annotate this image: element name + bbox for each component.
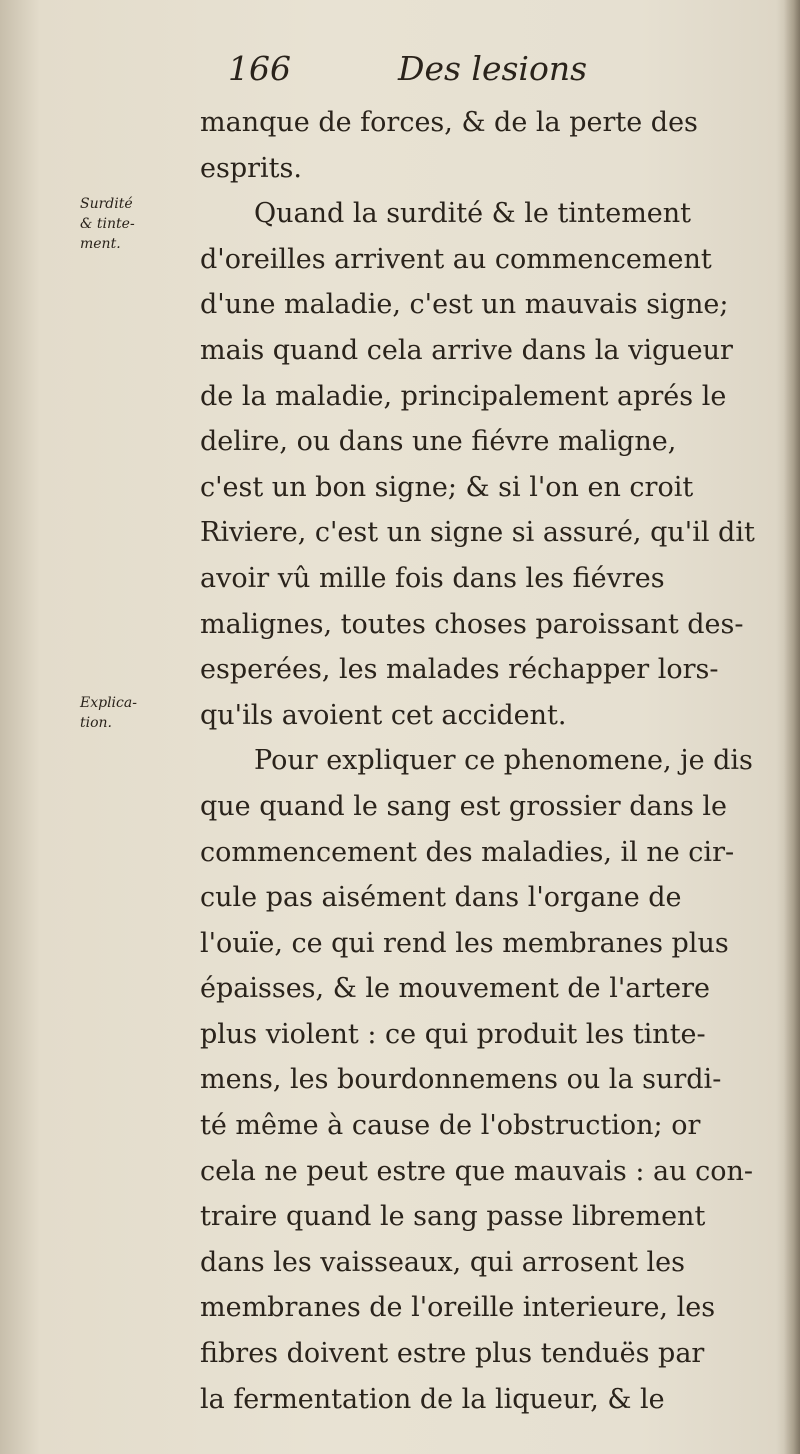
margin-note-line: & tinte- — [80, 216, 135, 232]
margin-note-line: ment. — [80, 236, 121, 252]
text-line: épaisses, & le mouvement de l'artere — [200, 973, 711, 1005]
body-text — [200, 100, 780, 1422]
text-line: que quand le sang est grossier dans le — [200, 790, 728, 822]
text-line: Riviere, c'est un signe si assuré, qu'il dit — [200, 517, 755, 549]
text-line: cela ne peut estre que mauvais : au con- — [200, 1155, 753, 1187]
text-line: la fermentation de la liqueur, & le — [200, 1383, 665, 1415]
margin-note-line: tion. — [80, 715, 112, 731]
margin-note-line: Surdité — [80, 196, 133, 212]
text-line: mais quand cela arrive dans la vigueur — [200, 334, 733, 366]
text-line: mens, les bourdonnemens ou la surdi- — [200, 1064, 722, 1096]
margin-note-line: Explica- — [80, 695, 137, 711]
text-line: d'une maladie, c'est un mauvais signe; — [200, 289, 729, 321]
text-line: plus violent : ce qui produit les tinte- — [200, 1018, 706, 1050]
text-line: d'oreilles arrivent au commencement — [200, 243, 712, 275]
text-line: Pour expliquer ce phenomene, je dis — [254, 745, 753, 777]
text-line: delire, ou dans une fiévre maligne, — [200, 426, 677, 458]
running-title: Des lesions — [398, 49, 588, 88]
page-number: 166 — [228, 49, 291, 88]
text-line: avoir vû mille fois dans les fiévres — [200, 562, 665, 594]
text-line: qu'ils avoient cet accident. — [200, 699, 567, 731]
text-line: commencement des maladies, il ne cir- — [200, 836, 735, 868]
text-line: té même à cause de l'obstruction; or — [200, 1110, 701, 1142]
margin-note-explication — [80, 693, 192, 733]
text-line: esprits. — [200, 152, 302, 184]
text-line: traire quand le sang passe librement — [200, 1201, 706, 1233]
text-line: c'est un bon signe; & si l'on en croit — [200, 471, 694, 503]
text-line: cule pas aisément dans l'organe de — [200, 882, 682, 914]
text-line: esperées, les malades réchapper lors- — [200, 654, 719, 686]
text-line: Quand la surdité & le tintement — [254, 198, 692, 230]
text-line: fibres doivent estre plus tenduës par — [200, 1338, 705, 1370]
text-line: malignes, toutes choses paroissant des- — [200, 608, 744, 640]
page-edge-shadow — [784, 0, 800, 1454]
text-line: dans les vaisseaux, qui arrosent les — [200, 1246, 685, 1278]
page-header — [228, 44, 748, 94]
margin-note-surdite — [80, 194, 192, 254]
text-line: l'ouïe, ce qui rend les membranes plus — [200, 927, 729, 959]
text-line: manque de forces, & de la perte des — [200, 107, 698, 138]
text-line: membranes de l'oreille interieure, les — [200, 1292, 716, 1324]
text-line: de la maladie, principalement aprés le — [200, 380, 727, 412]
